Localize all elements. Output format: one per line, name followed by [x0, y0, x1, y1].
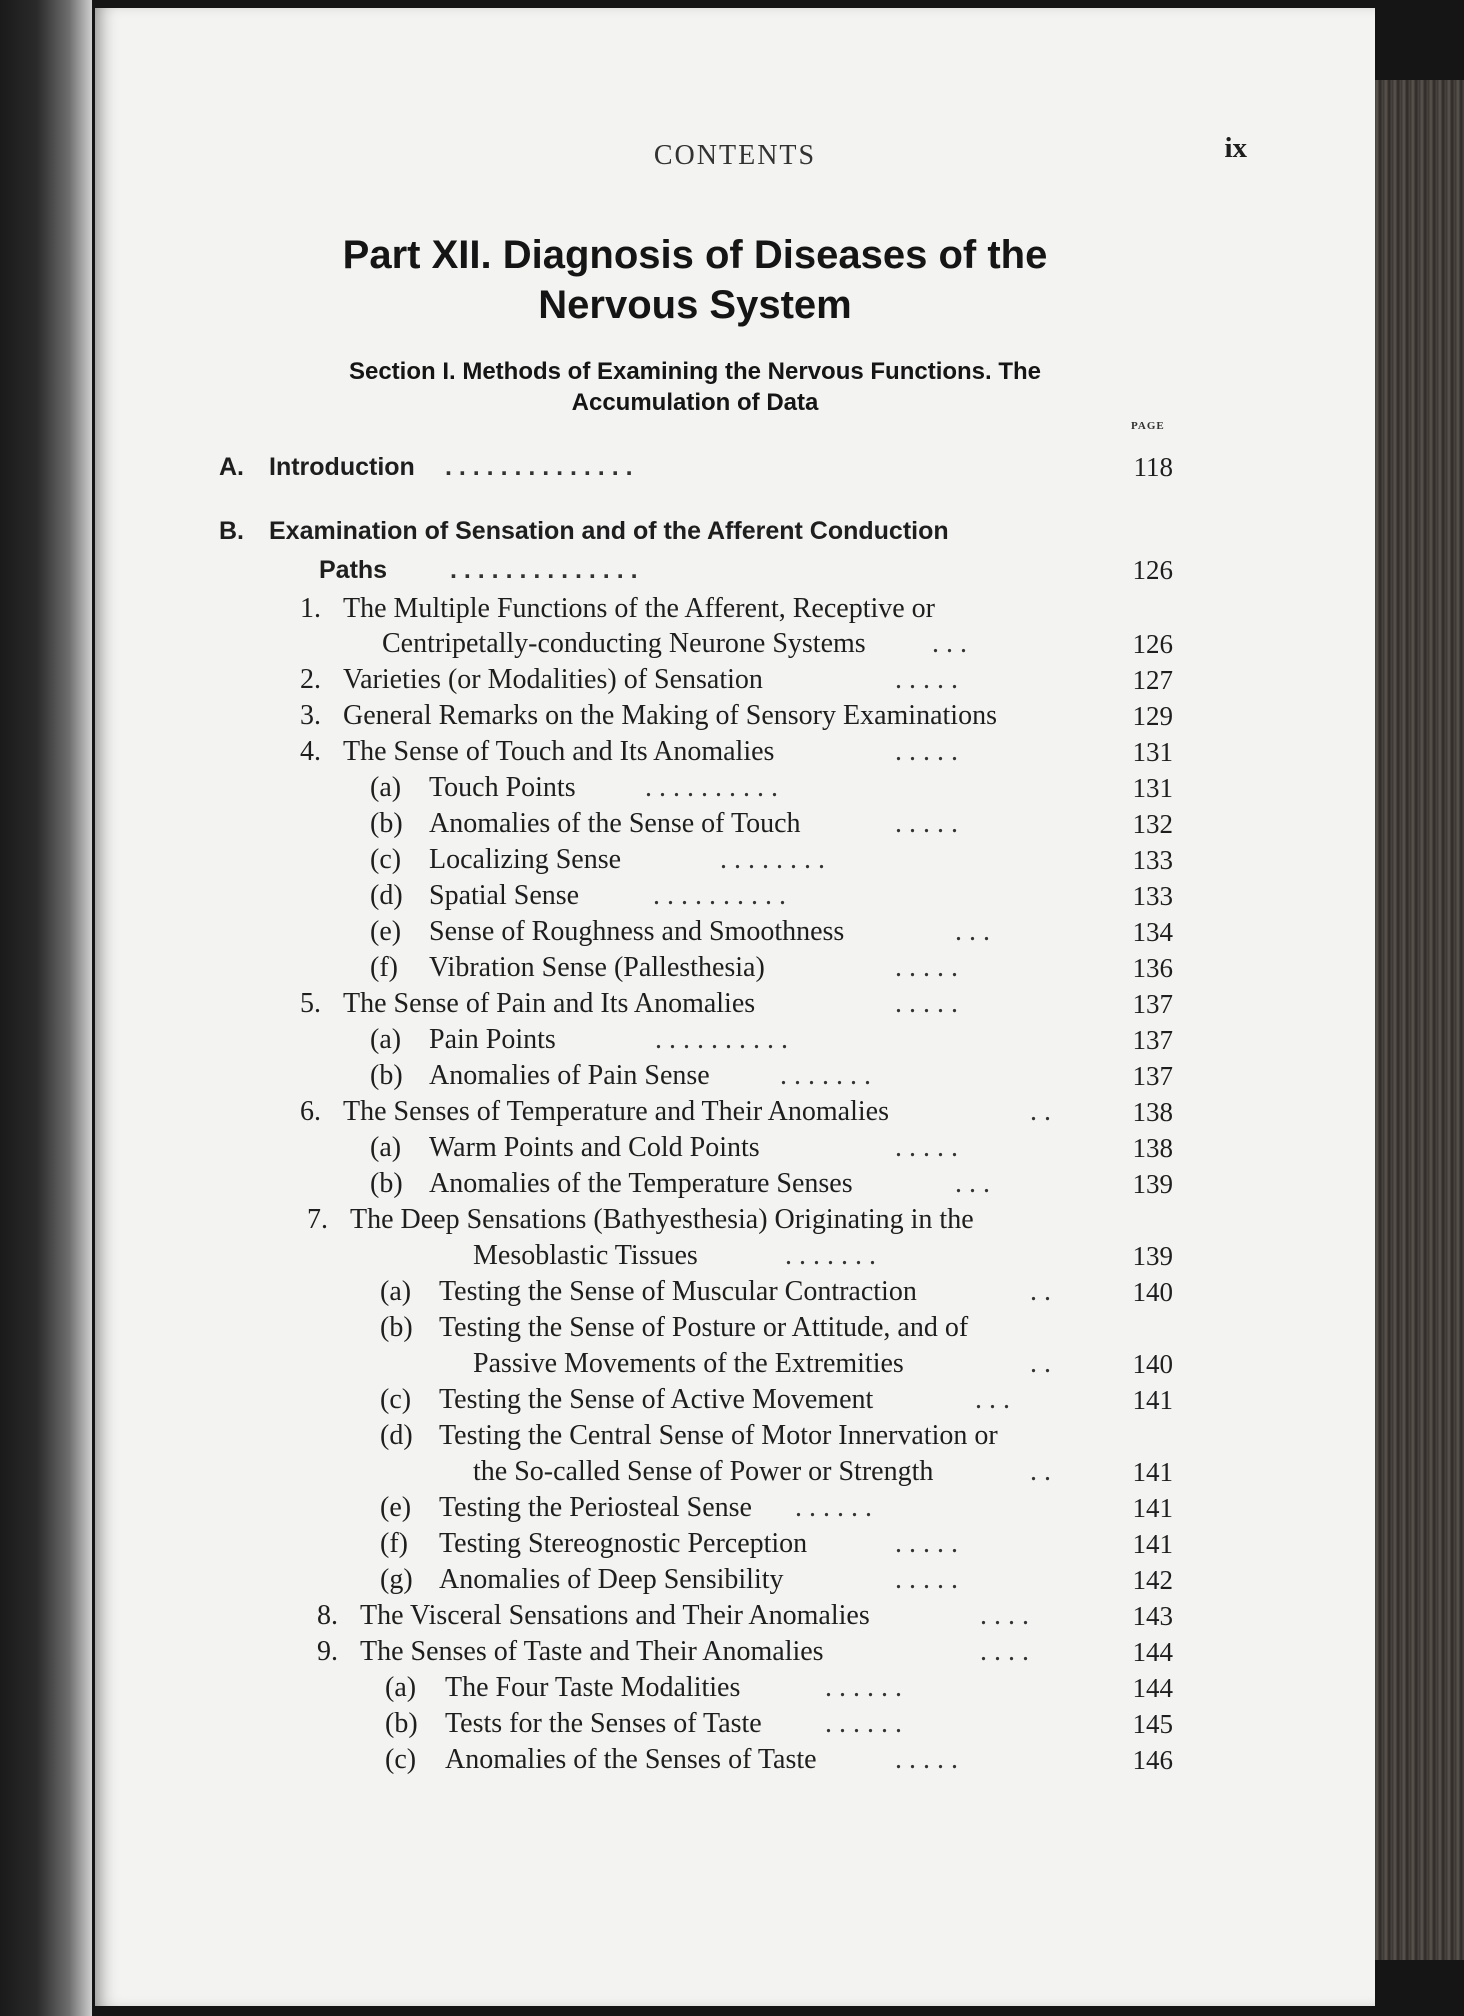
toc-entry-page: 141	[1132, 1457, 1173, 1487]
toc-leader-dots: . . . . .	[895, 664, 958, 695]
toc-leader-dots: . .	[1030, 1276, 1051, 1307]
toc-entry	[95, 663, 1375, 697]
book-page	[95, 8, 1375, 2006]
toc-entry	[95, 1707, 1375, 1741]
toc-entry-title: the So-called Sense of Power or Strength	[473, 1456, 934, 1487]
toc-entry-page: 140	[1132, 1349, 1173, 1379]
section-title-line: Accumulation of Data	[571, 389, 819, 416]
toc-entry-page: 136	[1132, 953, 1173, 983]
toc-leader-dots: . . . . . . . . . .	[653, 880, 786, 911]
toc-entry	[95, 1599, 1375, 1633]
toc-entry-title: Testing the Central Sense of Motor Innervation or	[439, 1420, 998, 1451]
toc-entry-number: 3.	[300, 700, 321, 731]
toc-entry-title: The Senses of Taste and Their Anomalies	[360, 1636, 824, 1667]
toc-leader-dots: . .	[1030, 1096, 1051, 1127]
toc-entry	[95, 1239, 1375, 1273]
toc-entry-page: 134	[1132, 917, 1173, 947]
toc-entry-page: 131	[1132, 737, 1173, 767]
section-title-line: Section I. Methods of Examining the Nervous Functions. The	[348, 358, 1042, 385]
toc-entry-page: 138	[1132, 1097, 1173, 1127]
toc-entry-title: The Visceral Sensations and Their Anomalies	[360, 1600, 870, 1631]
toc-entry	[95, 1635, 1375, 1669]
toc-entry-title: Warm Points and Cold Points	[429, 1132, 760, 1163]
toc-entry-page: 137	[1132, 1025, 1173, 1055]
toc-entry-title: Centripetally-conducting Neurone Systems	[382, 628, 866, 659]
toc-entry	[95, 592, 1375, 626]
toc-entry	[95, 1671, 1375, 1705]
toc-entry-number: (b)	[380, 1312, 413, 1343]
toc-entry	[95, 1023, 1375, 1057]
toc-entry-title: The Senses of Temperature and Their Anomalies	[343, 1096, 889, 1127]
toc-entry-page: 139	[1132, 1169, 1173, 1199]
toc-entry-number: (a)	[380, 1276, 412, 1307]
toc-entry-number: 4.	[300, 736, 321, 767]
toc-entry	[95, 915, 1375, 949]
toc-entry-title: The Deep Sensations (Bathyesthesia) Originating in the	[350, 1204, 974, 1235]
part-title-line: Nervous System	[538, 283, 852, 327]
part-title-line: Part XII. Diagnosis of Diseases of the	[342, 233, 1048, 277]
toc-leader-dots: . . . . .	[895, 1132, 958, 1163]
toc-entry-number: 2.	[300, 664, 321, 695]
running-head: CONTENTS	[653, 140, 817, 171]
toc-entry-number: 5.	[300, 988, 321, 1019]
toc-entry	[95, 699, 1375, 733]
toc-leader-dots: . . . . . . . . . . . . . .	[445, 453, 633, 481]
toc-leader-dots: . . . . . . . . . .	[655, 1024, 788, 1055]
toc-entry	[95, 1311, 1375, 1345]
toc-entry-number: (b)	[385, 1708, 418, 1739]
toc-entry-number: 6.	[300, 1096, 321, 1127]
toc-leader-dots: . . .	[955, 1168, 990, 1199]
toc-entry-page: 133	[1132, 845, 1173, 875]
toc-entry-page: 144	[1132, 1637, 1173, 1667]
toc-entry-number: (d)	[370, 880, 403, 911]
toc-entry-page: 138	[1132, 1133, 1173, 1163]
toc-entry-page: 137	[1132, 1061, 1173, 1091]
toc-entry-title: Touch Points	[429, 772, 576, 803]
toc-entry-title: General Remarks on the Making of Sensory Examinations	[343, 700, 997, 731]
toc-entry-number: (a)	[370, 772, 402, 803]
toc-entry-number: (a)	[385, 1672, 417, 1703]
toc-entry-number: 8.	[317, 1600, 338, 1631]
toc-entry-page: 139	[1132, 1241, 1173, 1271]
toc-entry	[95, 1131, 1375, 1165]
toc-leader-dots: . . . . . . . . . . . . . .	[450, 556, 638, 584]
toc-entry-number: (c)	[385, 1744, 417, 1775]
toc-leader-dots: . . . . .	[895, 988, 958, 1019]
toc-entry-title: Anomalies of Deep Sensibility	[439, 1564, 784, 1595]
toc-leader-dots: . . . . . . . .	[720, 844, 825, 875]
toc-entry-title: Anomalies of the Sense of Touch	[429, 808, 801, 839]
toc-entry-page: 140	[1132, 1277, 1173, 1307]
toc-entry-title: Localizing Sense	[429, 844, 622, 875]
toc-leader-dots: . . . . . . .	[780, 1060, 871, 1091]
toc-entry-title: Tests for the Senses of Taste	[445, 1708, 762, 1739]
toc-entry-page: 144	[1132, 1673, 1173, 1703]
toc-entry-title: The Multiple Functions of the Afferent, Receptive or	[343, 593, 936, 624]
toc-entry-number: (g)	[380, 1564, 413, 1595]
toc-entry-number: 1.	[300, 593, 321, 624]
toc-entry-title: Examination of Sensation and of the Afferent Conduction	[269, 517, 949, 545]
toc-entry-number: (e)	[380, 1492, 412, 1523]
toc-entry-page: 143	[1132, 1601, 1173, 1631]
toc-entry-number: 9.	[317, 1636, 338, 1667]
toc-entry-page: 145	[1132, 1709, 1173, 1739]
toc-entry-title: Introduction	[269, 453, 415, 481]
toc-entry	[95, 1491, 1375, 1525]
toc-leader-dots: . . . . . .	[825, 1708, 902, 1739]
toc-entry-title: Paths	[319, 556, 388, 584]
toc-leader-dots: . . . . .	[895, 1564, 958, 1595]
toc-entry	[95, 1527, 1375, 1561]
toc-entry-title: Testing the Sense of Posture or Attitude, and of	[439, 1312, 969, 1343]
toc-leader-dots: . .	[1030, 1348, 1051, 1379]
toc-leader-dots: . . . .	[980, 1636, 1029, 1667]
toc-entry-number: A.	[219, 453, 244, 481]
toc-entry	[95, 987, 1375, 1021]
toc-leader-dots: . . . . .	[895, 736, 958, 767]
toc-entry-title: Mesoblastic Tissues	[473, 1240, 698, 1271]
book-gutter	[0, 0, 92, 2016]
toc-leader-dots: . . .	[975, 1384, 1010, 1415]
toc-entry-page: 141	[1132, 1529, 1173, 1559]
toc-entry-number: (b)	[370, 1168, 403, 1199]
toc-entry-title: Testing the Periosteal Sense	[439, 1492, 752, 1523]
toc-entry	[95, 627, 1375, 661]
toc-entry-title: Testing the Sense of Muscular Contraction	[439, 1276, 917, 1307]
toc-entry	[95, 1275, 1375, 1309]
toc-entry	[95, 843, 1375, 877]
toc-entry-number: 7.	[307, 1204, 328, 1235]
toc-leader-dots: . . . . .	[895, 808, 958, 839]
toc-entry-page: 133	[1132, 881, 1173, 911]
toc-leader-dots: . . . . .	[895, 1528, 958, 1559]
toc-entry-title: Vibration Sense (Pallesthesia)	[429, 952, 765, 983]
toc-entry-page: 126	[1132, 555, 1173, 585]
toc-entry-number: (c)	[370, 844, 402, 875]
toc-entry	[95, 1383, 1375, 1417]
toc-leader-dots: . .	[1030, 1456, 1051, 1487]
page-number: ix	[1224, 132, 1247, 164]
toc-entry	[95, 514, 1375, 548]
toc-entry-page: 146	[1132, 1745, 1173, 1775]
toc-entry-number: (c)	[380, 1384, 412, 1415]
toc-entry-title: Varieties (or Modalities) of Sensation	[343, 664, 763, 695]
toc-entry	[95, 807, 1375, 841]
toc-entry	[95, 771, 1375, 805]
toc-leader-dots: . . . . . .	[825, 1672, 902, 1703]
toc-entry-number: B.	[219, 517, 244, 545]
toc-entry-page: 118	[1133, 452, 1173, 482]
toc-entry-title: Testing Stereognostic Perception	[439, 1528, 808, 1559]
toc-entry-number: (a)	[370, 1024, 402, 1055]
toc-entry-title: The Sense of Touch and Its Anomalies	[343, 736, 775, 767]
toc-entry-number: (b)	[370, 808, 403, 839]
toc-entry-title: Anomalies of the Senses of Taste	[445, 1744, 817, 1775]
toc-entry-number: (a)	[370, 1132, 402, 1163]
toc-leader-dots: . . .	[955, 916, 990, 947]
toc-entry-page: 126	[1132, 629, 1173, 659]
toc-entry-page: 132	[1132, 809, 1173, 839]
toc-entry	[95, 879, 1375, 913]
toc-entry-page: 131	[1132, 773, 1173, 803]
toc-entry-number: (f)	[370, 952, 398, 983]
toc-entry	[95, 951, 1375, 985]
toc-entry	[95, 553, 1375, 587]
toc-entry-number: (b)	[370, 1060, 403, 1091]
toc-entry-number: (d)	[380, 1420, 413, 1451]
toc-leader-dots: . . . . . . .	[785, 1240, 876, 1271]
toc-entry-page: 141	[1132, 1493, 1173, 1523]
page-column-label: PAGE	[1131, 420, 1165, 432]
toc-entry	[95, 1455, 1375, 1489]
toc-leader-dots: . . . . .	[895, 952, 958, 983]
toc-entry	[95, 1095, 1375, 1129]
toc-entry-page: 127	[1132, 665, 1173, 695]
toc-entry-title: Pain Points	[429, 1024, 556, 1055]
toc-entry-title: The Sense of Pain and Its Anomalies	[343, 988, 756, 1019]
toc-entry-page: 141	[1132, 1385, 1173, 1415]
toc-entry	[95, 1203, 1375, 1237]
toc-entry-title: The Four Taste Modalities	[445, 1672, 741, 1703]
toc-entry-page: 129	[1132, 701, 1173, 731]
toc-entry	[95, 1743, 1375, 1777]
toc-leader-dots: . . . .	[980, 1600, 1029, 1631]
toc-leader-dots: . . . . . .	[795, 1492, 872, 1523]
toc-entry	[95, 450, 1375, 484]
toc-entry	[95, 1419, 1375, 1453]
toc-entry-page: 137	[1132, 989, 1173, 1019]
toc-entry-number: (e)	[370, 916, 402, 947]
toc-leader-dots: . . . . .	[895, 1744, 958, 1775]
toc-leader-dots: . . . . . . . . . .	[645, 772, 778, 803]
toc-entry-title: Passive Movements of the Extremities	[473, 1348, 904, 1379]
toc-entry	[95, 1167, 1375, 1201]
toc-entry	[95, 735, 1375, 769]
toc-entry	[95, 1563, 1375, 1597]
toc-entry	[95, 1347, 1375, 1381]
toc-entry	[95, 1059, 1375, 1093]
toc-leader-dots: . . .	[932, 628, 967, 659]
toc-entry-title: Testing the Sense of Active Movement	[439, 1384, 874, 1415]
toc-entry-title: Spatial Sense	[429, 880, 580, 911]
toc-entry-number: (f)	[380, 1528, 408, 1559]
toc-entry-title: Anomalies of Pain Sense	[429, 1060, 710, 1091]
toc-entry-title: Sense of Roughness and Smoothness	[429, 916, 845, 947]
toc-entry-page: 142	[1132, 1565, 1173, 1595]
toc-entry-title: Anomalies of the Temperature Senses	[429, 1168, 853, 1199]
table-of-contents	[95, 8, 1375, 2006]
page-edges	[1374, 80, 1464, 1960]
